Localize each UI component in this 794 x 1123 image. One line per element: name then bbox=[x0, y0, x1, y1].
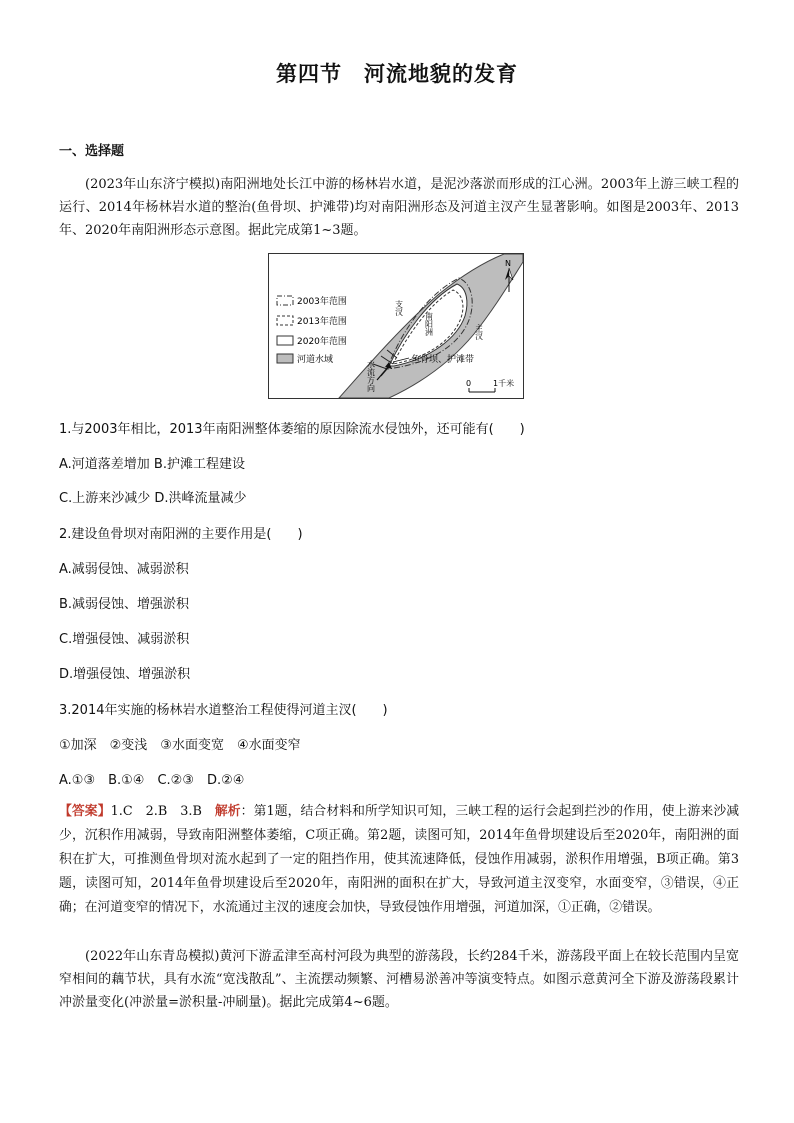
legend-2003: 2003年范围 bbox=[297, 297, 347, 307]
figure-nanyang-island-map bbox=[268, 253, 524, 399]
legend-swatch-2013 bbox=[277, 316, 293, 325]
label-island: 南阳洲 bbox=[424, 312, 434, 336]
label-branch: 支汊 bbox=[394, 300, 404, 316]
label-dam: 鱼骨坝、护滩带 bbox=[411, 355, 475, 365]
answer-tag: 【答案】 bbox=[59, 804, 111, 819]
analysis-label: 解析 bbox=[214, 804, 241, 819]
legend-swatch-water bbox=[277, 354, 293, 363]
question-3-statements: ①加深 ②变浅 ③水面变宽 ④水面变窄 bbox=[59, 738, 301, 753]
map-svg bbox=[269, 254, 523, 398]
question-3-stem: 3.2014年实施的杨林岩水道整治工程使得河道主汊( ) bbox=[59, 703, 388, 718]
label-main: 主汊 bbox=[474, 324, 484, 340]
question-2-stem: 2.建设鱼骨坝对南阳洲的主要作用是( ) bbox=[59, 527, 303, 542]
question-1-options-ab: A.河道落差增加 B.护滩工程建设 bbox=[59, 457, 245, 472]
question-1-options-cd: C.上游来沙减少 D.洪峰流量减少 bbox=[59, 491, 247, 506]
label-flow: 水流方向 bbox=[366, 360, 376, 392]
question-2-option-b: B.减弱侵蚀、增强淤积 bbox=[59, 597, 190, 612]
svg-text:1千米: 1千米 bbox=[493, 379, 515, 388]
question-1-stem: 1.与2003年相比，2013年南阳洲整体萎缩的原因除流水侵蚀外，还可能有( ) bbox=[59, 422, 525, 437]
legend-swatch-2003 bbox=[277, 296, 293, 305]
legend-2013: 2013年范围 bbox=[297, 317, 347, 327]
legend-2020: 2020年范围 bbox=[297, 337, 347, 347]
page-title: 第四节 河流地貌的发育 bbox=[276, 62, 518, 86]
analysis-text: ：第1题，结合材料和所学知识可知，三峡工程的运行会起到拦沙的作用，使上游来沙减少，沉积作用减弱，导致南阳洲整体萎缩，C项正确。第2题，读图可知，2014年鱼骨坝建设后至2020年，南阳洲的面积在扩大，可推测鱼骨坝对流水起到了一定的阻挡作用，使其流速降低，侵蚀作用减弱，淤积作用增强，B项正确。第3题，读图可知，2014年鱼骨坝建设后至2020年，南阳洲的面积在扩大，导致河道主汊变窄，水面变窄，③错误，④正确；在河道变窄的情况下，水流通过主汊的速度会加快，导致侵蚀作用增强，河道加深，①正确，②错误。 bbox=[59, 804, 740, 915]
intro-paragraph-1: (2023年山东济宁模拟)南阳洲地处长江中游的杨林岩水道，是泥沙落淤而形成的江心洲。2003年上游三峡工程的运行、2014年杨林岩水道的整治(鱼骨坝、护滩带)均对南阳洲形态及河道主汊产生显著影响。如图是2003年、2013年、2020年南阳洲形态示意图。据此完成第1~3题。 bbox=[59, 177, 739, 238]
question-2-option-a: A.减弱侵蚀、减弱淤积 bbox=[59, 562, 189, 577]
question-3-options: A.①③ B.①④ C.②③ D.②④ bbox=[59, 773, 245, 788]
scale-bar bbox=[466, 378, 514, 392]
section-heading: 一、选择题 bbox=[59, 144, 125, 159]
question-2-option-c: C.增强侵蚀、减弱淤积 bbox=[59, 632, 190, 647]
intro-paragraph-2: (2022年山东青岛模拟)黄河下游孟津至高村河段为典型的游荡段，长约284千米，游荡段平面上在较长范围内呈宽窄相间的藕节状，具有水流“宽浅散乱”、主流摆动频繁、河槽易淤善冲等演变特点。如图示意黄河全下游及游荡段累计冲淤量变化(冲淤量=淤积量-冲刷量)。据此完成第4~6题。 bbox=[59, 949, 739, 1010]
answer-block bbox=[59, 800, 739, 920]
answer-keys: 1.C 2.B 3.B bbox=[110, 804, 215, 819]
question-2-option-d: D.增强侵蚀、增强淤积 bbox=[59, 667, 191, 682]
svg-text:0: 0 bbox=[466, 379, 472, 388]
legend-water: 河道水域 bbox=[297, 355, 334, 365]
north-label: N bbox=[505, 259, 511, 268]
legend-swatch-2020 bbox=[277, 336, 293, 345]
